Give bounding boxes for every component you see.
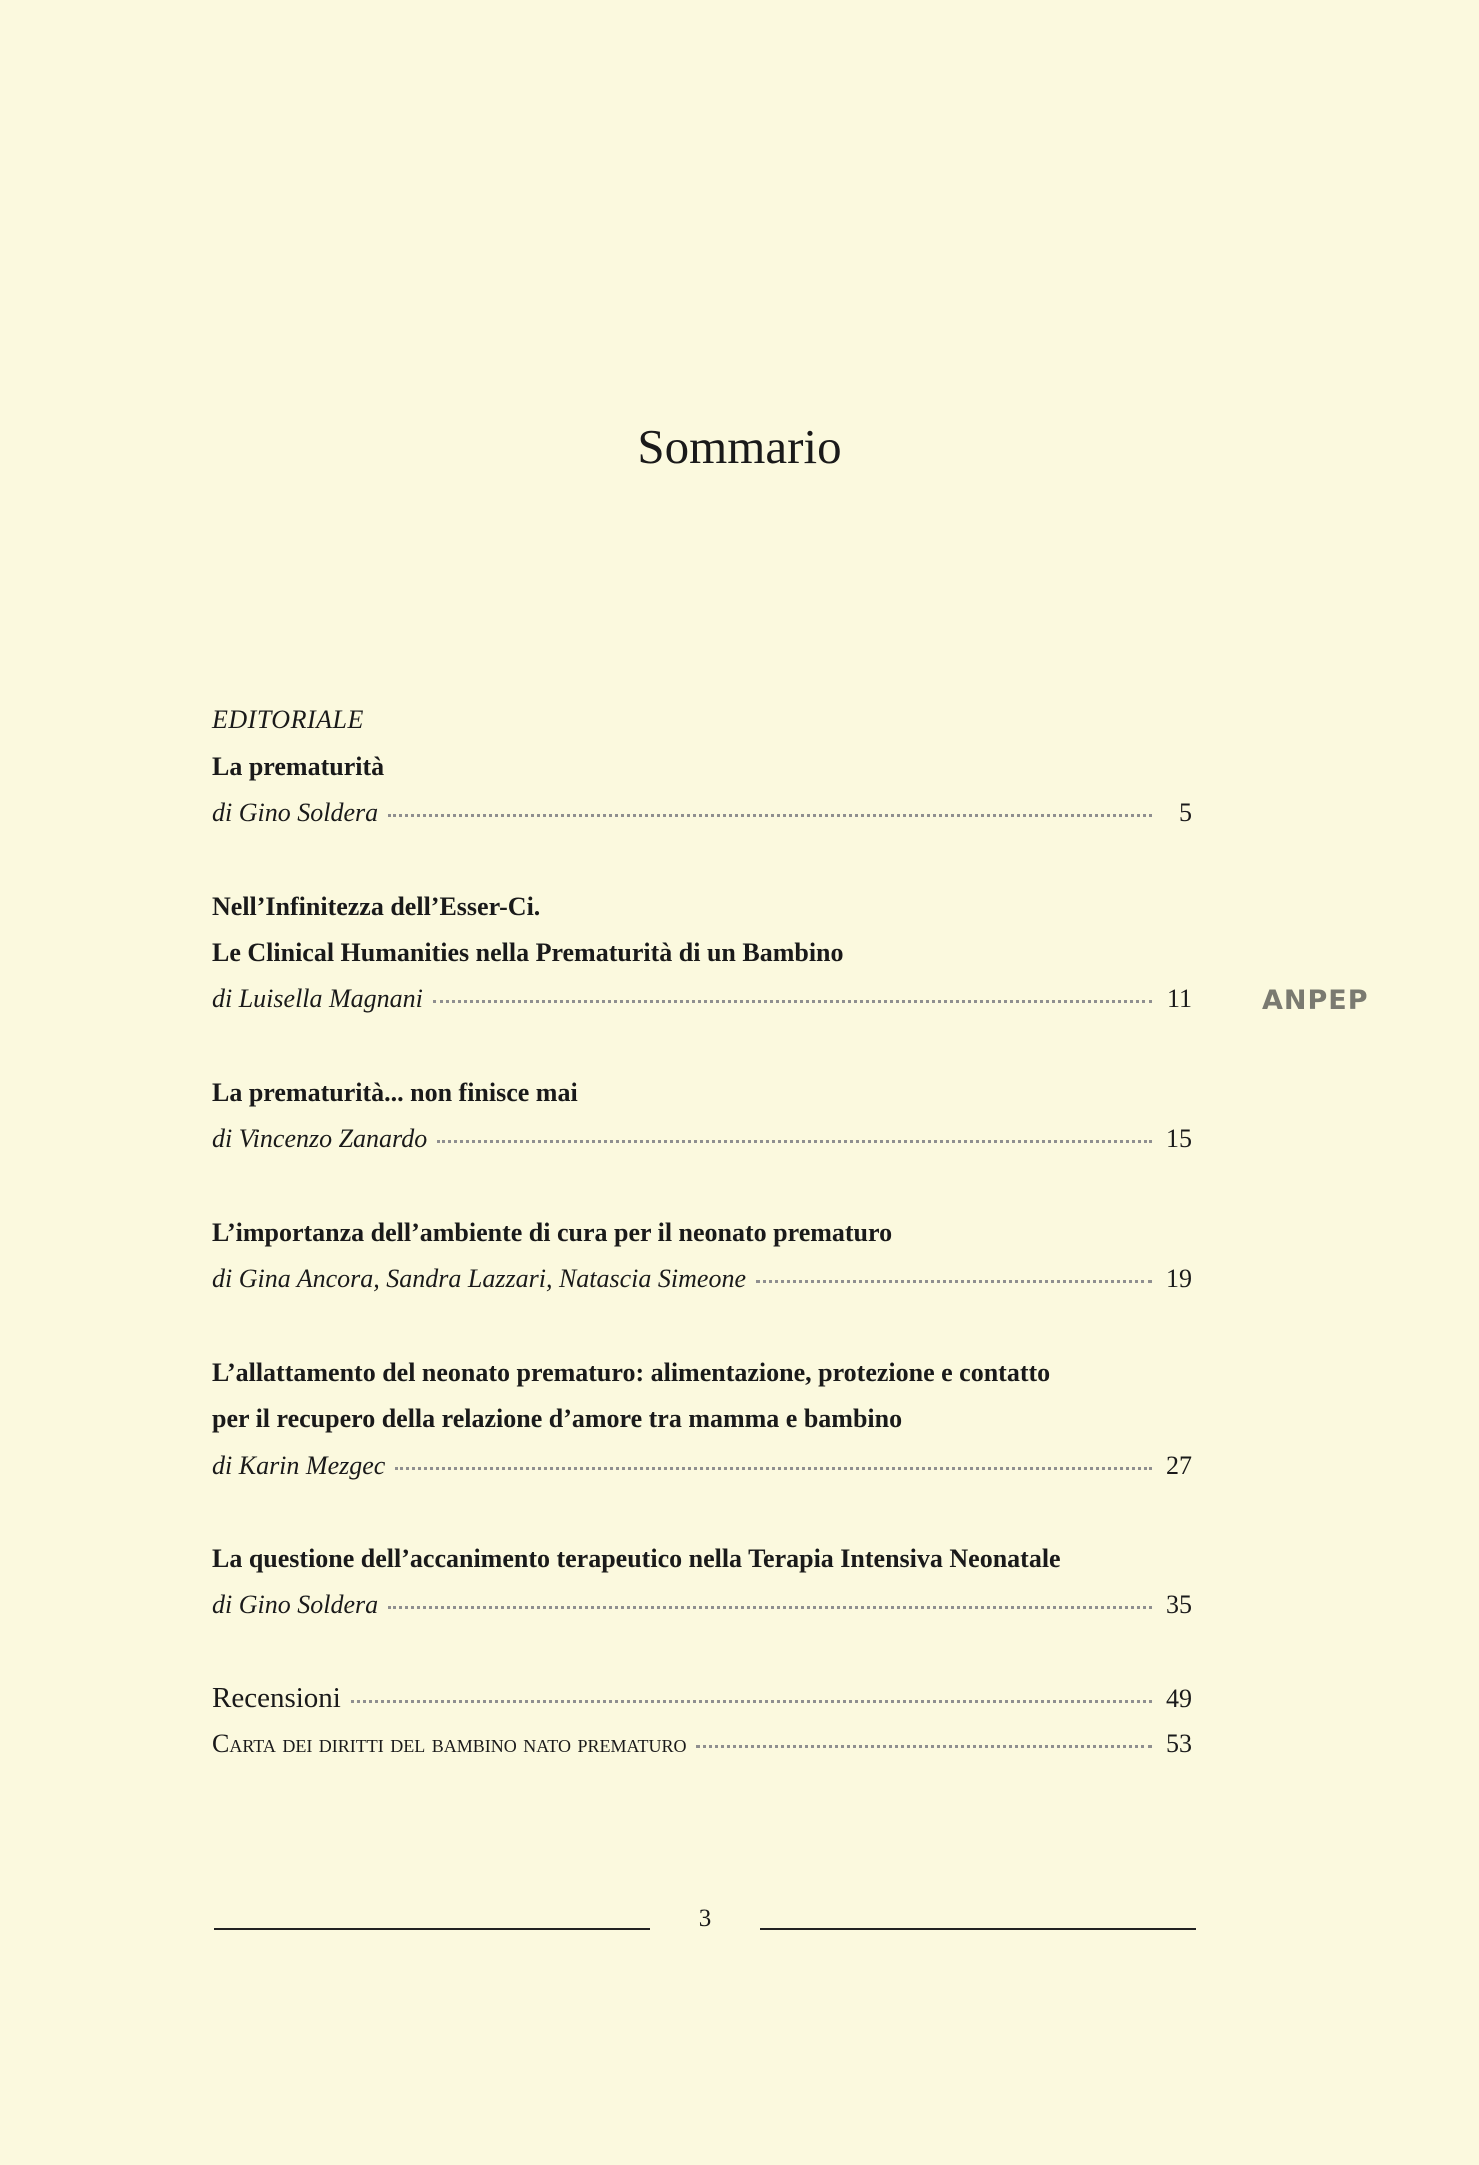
toc-entry-title: Nell’Infinitezza dell’Esser-Ci. [212, 892, 541, 921]
anpep-stamp: ANPEP [1262, 985, 1369, 1016]
toc-entry-author-row [212, 1264, 1192, 1304]
toc-entry-page: 15 [1166, 1124, 1192, 1153]
dot-leader [388, 1605, 1152, 1609]
footer-rule-left [214, 1928, 650, 1930]
toc-entry-title: La prematurità [212, 752, 385, 781]
toc-entry-page: 35 [1166, 1590, 1192, 1619]
toc-entry-author: di Luisella Magnani [212, 984, 423, 1013]
toc-extra-row [212, 1729, 1192, 1769]
toc-entry-author: di Karin Mezgec [212, 1451, 386, 1480]
dot-leader [696, 1744, 1152, 1748]
toc-entry-author-row [212, 798, 1192, 838]
toc-entry-page: 5 [1179, 798, 1192, 827]
dot-leader [756, 1279, 1152, 1283]
toc-entry-author: di Vincenzo Zanardo [212, 1124, 428, 1153]
toc-extra-row [212, 1682, 1192, 1722]
toc-entry-page: 19 [1166, 1264, 1192, 1293]
dot-leader [395, 1466, 1152, 1470]
toc-entry-title: La prematurità... non finisce mai [212, 1078, 578, 1107]
page-number: 3 [698, 1905, 712, 1932]
toc-entry-author-row [212, 1451, 1192, 1491]
dot-leader [388, 813, 1152, 817]
toc-entry-title: La questione dell’accanimento terapeutico nella Terapia Intensiva Neonatale [212, 1544, 1061, 1573]
toc-entry-page: 27 [1166, 1451, 1192, 1480]
toc-entry-author: di Gina Ancora, Sandra Lazzari, Natascia Simeone [212, 1264, 746, 1293]
toc-extra-page: 49 [1166, 1684, 1192, 1713]
toc-entry-author: di Gino Soldera [212, 1590, 379, 1619]
dot-leader [351, 1699, 1152, 1703]
dot-leader [433, 999, 1152, 1003]
toc-entry-title: L’allattamento del neonato prematuro: alimentazione, protezione e contatto [212, 1358, 1051, 1387]
toc-extra-page: 53 [1166, 1729, 1192, 1758]
toc-entry-author-row [212, 1590, 1192, 1630]
toc-entry-author: di Gino Soldera [212, 798, 379, 827]
toc-extra-label: Recensioni [212, 1682, 341, 1714]
section-label: EDITORIALE [212, 705, 364, 734]
dot-leader [437, 1139, 1152, 1143]
footer-rule-right [760, 1928, 1196, 1930]
toc-extra-label: Carta dei diritti del bambino nato prematuro [212, 1729, 687, 1758]
toc-entry-author-row [212, 984, 1192, 1024]
page-title: Sommario [637, 419, 842, 474]
toc-entry-title: per il recupero della relazione d’amore tra mamma e bambino [212, 1404, 903, 1433]
toc-entry-page: 11 [1166, 984, 1192, 1013]
toc-entry-title: Le Clinical Humanities nella Prematurità di un Bambino [212, 938, 844, 967]
toc-entry-author-row [212, 1124, 1192, 1164]
toc-entry-title: L’importanza dell’ambiente di cura per il neonato prematuro [212, 1218, 893, 1247]
